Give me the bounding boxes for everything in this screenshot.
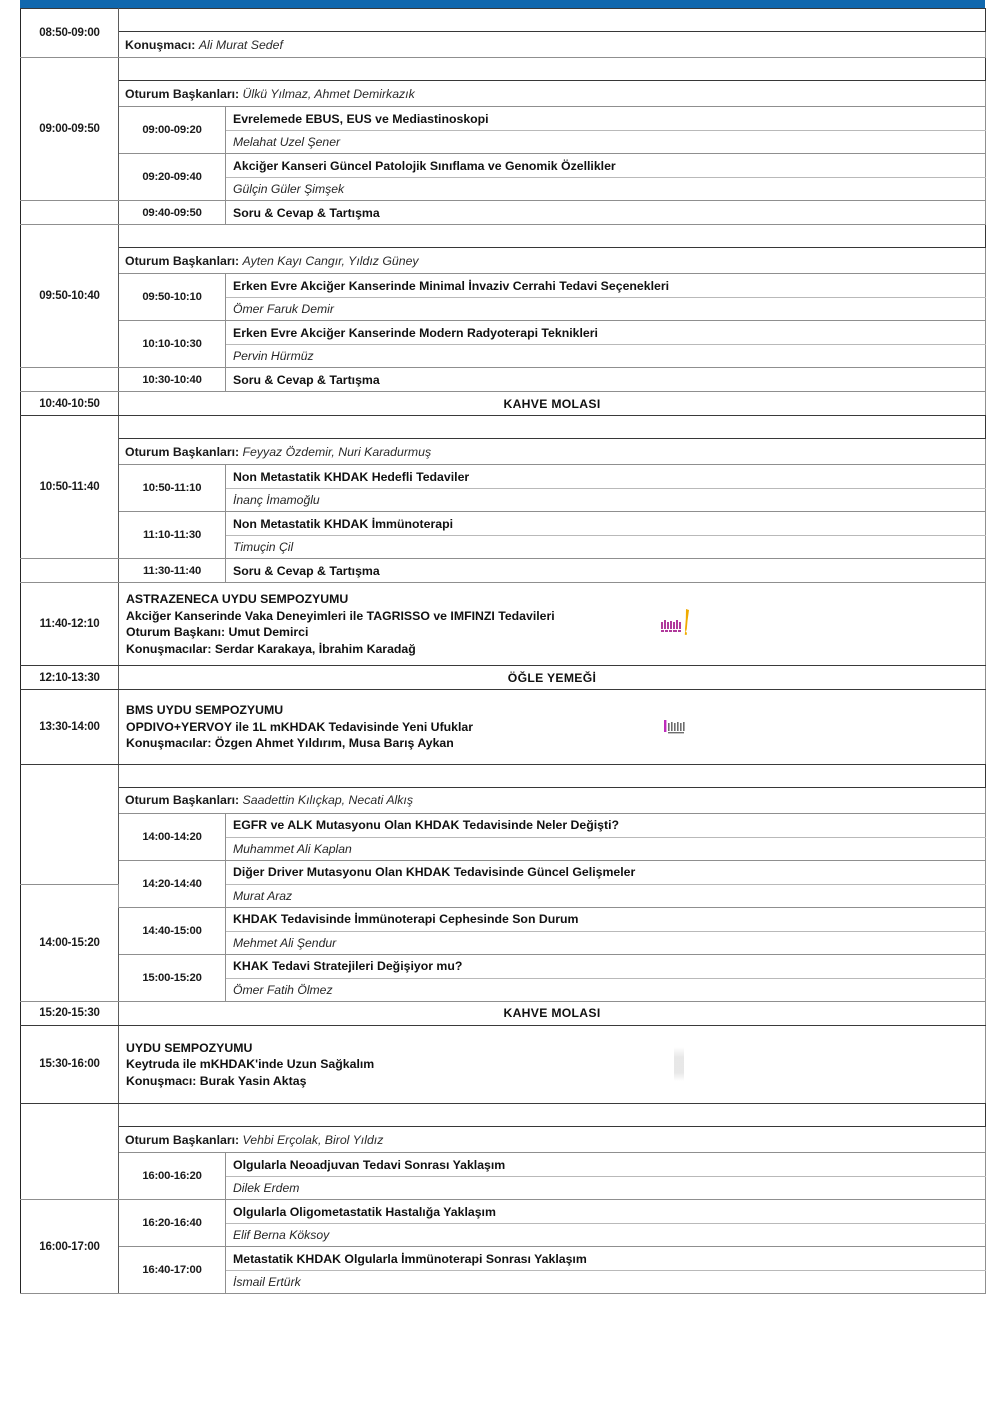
talk-time: 10:10-10:30 [119,321,226,368]
chair-names: Ülkü Yılmaz, Ahmet Demirkazık [242,86,415,101]
talk-speaker: Melahat Uzel Şener [226,131,986,154]
time-cell-lunch: 12:10-13:30 [21,666,119,690]
section-header-acilis: AÇILIŞ [119,9,986,32]
talk-speaker: Pervin Hürmüz [226,345,986,368]
table-row [21,225,986,248]
table-row [21,1247,986,1271]
talk-title: Akciğer Kanseri Güncel Patolojik Sınıflama ve Genomik Özellikler [226,154,986,178]
chair-label: Oturum Başkanları: [125,444,240,459]
talk-title: Evrelemede EBUS, EUS ve Mediastinoskopi [226,107,986,131]
chair-cell-panel3 [119,439,986,465]
program-table [20,8,986,1294]
symposium-subtitle: Akciğer Kanserinde Vaka Deneyimleri ile TAGRISSO ve IMFINZI Tedavileri [126,608,555,623]
qa-time: 11:30-11:40 [119,559,226,583]
chair-cell-panel1 [119,81,986,107]
table-row [21,1127,986,1153]
table-row [21,813,986,837]
time-cell-symposium-bms: 13:30-14:00 [21,690,119,765]
break-label: KAHVE MOLASI [119,1001,986,1025]
chair-names: Vehbi Erçolak, Birol Yıldız [242,1132,384,1147]
table-row [21,512,986,536]
chair-cell-panel2 [119,248,986,274]
time-cell-break2: 15:20-15:30 [21,1001,119,1025]
table-row [21,81,986,107]
symposium-title: ASTRAZENECA UYDU SEMPOZYUMU [126,592,349,606]
talk-speaker: Muhammet Ali Kaplan [226,837,986,860]
chair-label: Oturum Başkanları: [125,253,240,268]
chair-names: Ayten Kayı Cangır, Yıldız Güney [242,253,419,268]
table-row [21,1104,986,1127]
talk-time: 16:40-17:00 [119,1247,226,1294]
time-cell-break1: 10:40-10:50 [21,392,119,416]
talk-title: Metastatik KHDAK Olgularla İmmünoterapi Sonrası Yaklaşım [226,1247,986,1271]
talk-title: Non Metastatik KHDAK İmmünoterapi [226,512,986,536]
time-cell-acilis: 08:50-09:00 [21,9,119,58]
astrazeneca-logo [639,583,719,665]
section-header-panel1: PANEL - 1 [119,58,986,81]
qa-label: Soru & Cevap & Tartışma [226,201,986,225]
time-cell-symposium-az: 11:40-12:10 [21,583,119,666]
talk-title: Non Metastatik KHDAK Hedefli Tedaviler [226,465,986,489]
chair-cell-panel5 [119,1127,986,1153]
qa-label: Soru & Cevap & Tartışma [226,368,986,392]
table-row [21,154,986,178]
talk-speaker: Mehmet Ali Şendur [226,931,986,954]
sponsor-logo [659,1026,699,1104]
time-cell-panel4: 14:00-15:20 [21,884,119,1001]
table-row [21,907,986,931]
table-row [21,1200,986,1224]
talk-speaker: Dilek Erdem [226,1177,986,1200]
talk-title: Erken Evre Akciğer Kanserinde Minimal İnvaziv Cerrahi Tedavi Seçenekleri [226,274,986,298]
talk-time: 09:50-10:10 [119,274,226,321]
time-cell-spacer [21,201,119,225]
talk-speaker: Gülçin Güler Şimşek [226,178,986,201]
table-row [21,1025,986,1104]
talk-title: KHDAK Tedavisinde İmmünoterapi Cephesinde Son Durum [226,907,986,931]
symposium-az-cell [119,583,986,666]
section-header-panel4: PANEL - 4 [119,764,986,787]
section-header-panel2: PANEL - 2 [119,225,986,248]
table-row [21,1153,986,1177]
talk-title: Erken Evre Akciğer Kanserinde Modern Radyoterapi Teknikleri [226,321,986,345]
time-cell-symposium-uydu: 15:30-16:00 [21,1025,119,1104]
table-row [21,439,986,465]
table-row [21,416,986,439]
table-row [21,666,986,690]
table-row [21,1001,986,1025]
time-cell-panel5-top [21,1104,119,1200]
chair-names: Feyyaz Özdemir, Nuri Karadurmuş [242,444,432,459]
symposium-speakers: Konuşmacı: Burak Yasin Aktaş [126,1073,307,1088]
talk-speaker: Ömer Faruk Demir [226,298,986,321]
symposium-speakers: Konuşmacılar: Serdar Karakaya, İbrahim Karadağ [126,641,416,656]
time-cell-panel1: 09:00-09:50 [21,58,119,201]
table-row [21,465,986,489]
table-row [21,787,986,813]
talk-time: 15:00-15:20 [119,954,226,1001]
lunch-label: ÖĞLE YEMEĞİ [119,666,986,690]
talk-speaker: Ömer Fatih Ölmez [226,978,986,1001]
table-row [21,321,986,345]
break-label: KAHVE MOLASI [119,392,986,416]
chair-label: Oturum Başkanları: [125,1132,240,1147]
talk-title: EGFR ve ALK Mutasyonu Olan KHDAK Tedavisinde Neler Değişti? [226,813,986,837]
talk-title: Olgularla Neoadjuvan Tedavi Sonrası Yaklaşım [226,1153,986,1177]
table-row [21,201,986,225]
qa-time: 09:40-09:50 [119,201,226,225]
table-row [21,107,986,131]
time-cell-spacer [21,559,119,583]
talk-time: 10:50-11:10 [119,465,226,512]
time-cell-panel2: 09:50-10:40 [21,225,119,368]
table-row [21,368,986,392]
section-header-panel5: PANEL - 5 [119,1104,986,1127]
chair-names: Saadettin Kılıçkap, Necati Alkış [242,793,413,807]
acilis-speaker-cell [119,32,986,58]
time-cell-spacer [21,368,119,392]
time-cell-panel3: 10:50-11:40 [21,416,119,559]
table-row [21,559,986,583]
chair-label: Oturum Başkanları: [125,793,240,807]
symposium-speakers: Konuşmacılar: Özgen Ahmet Yıldırım, Musa Barış Aykan [126,736,454,750]
table-row [21,392,986,416]
talk-speaker: İsmail Ertürk [226,1271,986,1294]
symposium-bms-cell [119,690,986,765]
talk-title: Diğer Driver Mutasyonu Olan KHDAK Tedavisinde Güncel Gelişmeler [226,860,986,884]
symposium-subtitle: Keytruda ile mKHDAK'inde Uzun Sağkalım [126,1057,375,1071]
table-row [21,690,986,765]
talk-speaker: Murat Araz [226,884,986,907]
chair-label: Oturum Başkanları: [125,86,240,101]
table-row [21,274,986,298]
talk-speaker: İnanç İmamoğlu [226,489,986,512]
symposium-title: BMS UYDU SEMPOZYUMU [126,703,284,717]
program-table-wrapper [20,8,985,1294]
talk-time: 09:20-09:40 [119,154,226,201]
table-row [21,954,986,978]
talk-time: 14:00-14:20 [119,813,226,860]
symposium-uydu-cell [119,1025,986,1104]
talk-time: 14:40-15:00 [119,907,226,954]
acilis-speaker-name: Ali Murat Sedef [198,37,283,52]
table-row [21,248,986,274]
time-cell-panel5: 16:00-17:00 [21,1200,119,1294]
table-row [21,583,986,666]
talk-speaker: Timuçin Çil [226,536,986,559]
table-row [21,860,986,884]
table-row [21,32,986,58]
table-row [21,9,986,32]
symposium-subtitle: OPDIVO+YERVOY ile 1L mKHDAK Tedavisinde Yeni Ufuklar [126,719,474,734]
section-header-panel3: PANEL - 3 [119,416,986,439]
symposium-chair: Oturum Başkanı: Umut Demirci [126,625,309,639]
top-accent-bar [20,0,985,8]
talk-time: 09:00-09:20 [119,107,226,154]
talk-speaker: Elif Berna Köksoy [226,1224,986,1247]
qa-label: Soru & Cevap & Tartışma [226,559,986,583]
table-row [21,764,986,787]
talk-time: 16:00-16:20 [119,1153,226,1200]
qa-time: 10:30-10:40 [119,368,226,392]
talk-title: KHAK Tedavi Stratejileri Değişiyor mu? [226,954,986,978]
time-cell-panel4-top [21,764,119,884]
talk-time: 16:20-16:40 [119,1200,226,1247]
talk-time: 11:10-11:30 [119,512,226,559]
table-row [21,58,986,81]
talk-title: Olgularla Oligometastatik Hastalığa Yaklaşım [226,1200,986,1224]
symposium-title: UYDU SEMPOZYUMU [126,1040,253,1055]
talk-time: 14:20-14:40 [119,860,226,907]
bms-logo [644,690,714,764]
acilis-speaker-label: Konuşmacı: [125,37,196,52]
chair-cell-panel4 [119,787,986,813]
